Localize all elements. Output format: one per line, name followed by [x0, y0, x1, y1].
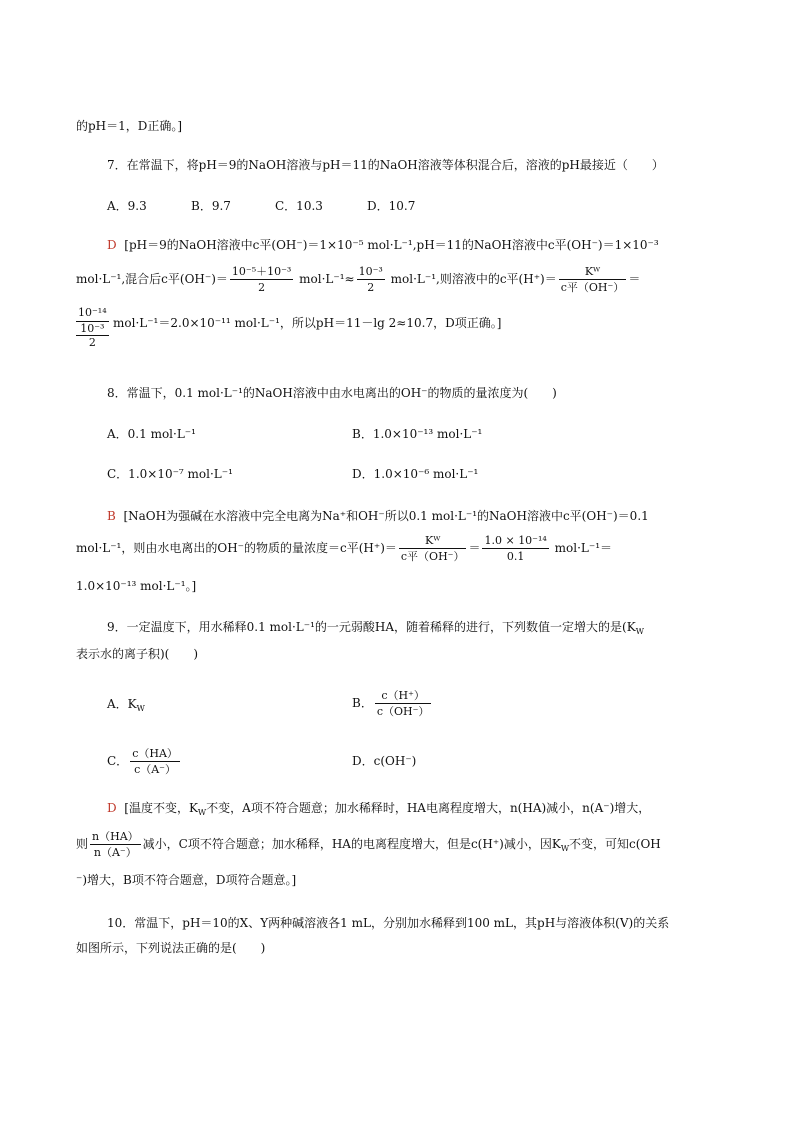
q7-explanation-line1 [107, 237, 659, 253]
q7-frac-approx [357, 265, 385, 294]
q9-stem-text1: 9．一定温度下，用水稀释0.1 mol·L⁻¹的一元弱酸HA，随着稀释的进行，下列数值一定增大的是(K [107, 620, 636, 634]
q7-frac-mix [230, 265, 293, 294]
q9-stem-line1 [107, 619, 644, 635]
q8-explanation-line2 [76, 533, 612, 563]
q9-exp-sub2: W [560, 844, 570, 853]
q7-exp-text2c: mol·L⁻¹,则溶液中的c平(H⁺)＝ [390, 272, 557, 286]
q7-frac-approx-den: 2 [367, 281, 375, 294]
q7-answer: D [107, 238, 117, 252]
q8-option-d: D．1.0×10⁻⁶ mol·L⁻¹ [352, 467, 479, 481]
q9-stem-line2: 表示水的离子积)( ) [76, 647, 199, 661]
q7-frac-kw-num: Kᵂ [559, 265, 627, 280]
q8-stem: 8．常温下，0.1 mol·L⁻¹的NaOH溶液中由水电离出的OH⁻的物质的量浓度为( ) [107, 386, 557, 400]
q8-frac-kw-num: Kᵂ [399, 534, 467, 549]
q8-explanation-line1 [107, 508, 649, 524]
q7-exp-text2d: ＝ [628, 272, 641, 286]
q9-option-b-num: c（H⁺） [375, 689, 432, 704]
q9-option-b-den: c（OH⁻） [376, 705, 430, 718]
q9-exp-text1b: 不变，A项不符合题意；加水稀释时，HA电离程度增大，n(HA)减小，n(A⁻)增大， [206, 801, 651, 815]
q8-exp-text2b: ＝ [468, 541, 481, 555]
q7-option-c: C．10.3 [275, 199, 323, 213]
q7-frac-mix-den: 2 [258, 281, 266, 294]
q7-exp-text2b: mol·L⁻¹≈ [299, 272, 355, 286]
q7-option-d: D．10.7 [367, 199, 416, 213]
q8-frac-kw [399, 534, 467, 563]
q8-answer: B [107, 509, 116, 523]
q8-option-b: B．1.0×10⁻¹³ mol·L⁻¹ [352, 427, 483, 441]
q7-compound-num: 10⁻¹⁴ [76, 306, 109, 322]
q9-option-b-label: B． [352, 696, 373, 710]
q9-exp-frac-num: n（HA） [92, 830, 139, 843]
q9-option-d: D．c(OH⁻) [352, 754, 417, 768]
continued-line: 的pH＝1，D正确。] [76, 119, 183, 133]
q7-frac-mix-num: 10⁻⁵＋10⁻³ [231, 265, 292, 278]
q7-frac-approx-num: 10⁻³ [358, 265, 383, 278]
q9-option-c-frac [130, 747, 180, 776]
q7-compound-den [76, 322, 109, 349]
q7-option-b: B．9.7 [191, 199, 231, 213]
q9-explanation-line2 [76, 827, 661, 861]
q9-exp-text1: [温度不变，K [124, 801, 198, 815]
q7-explanation-line2 [76, 264, 640, 294]
q10-stem-line1: 10．常温下，pH＝10的X、Y两种碱溶液各1 mL，分别加水稀释到100 mL，其pH与溶液体积(V)的关系 [107, 916, 670, 930]
q9-option-c-label: C． [107, 754, 129, 768]
q7-exp-text1: [pH＝9的NaOH溶液中c平(OH⁻)＝1×10⁻⁵ mol·L⁻¹,pH＝11的NaOH溶液中c平(OH⁻)＝1×10⁻³ [124, 238, 659, 252]
q8-exp-text2a: mol·L⁻¹，则由水电离出的OH⁻的物质的量浓度＝c平(H⁺)＝ [76, 541, 397, 555]
q7-explanation-line3: mol·L⁻¹＝2.0×10⁻¹¹ mol·L⁻¹，所以pH＝11－lg 2≈10.7，D项正确。] [113, 316, 502, 330]
q7-compound-den-den: 2 [88, 336, 96, 349]
q8-frac-value-num: 1.0 × 10⁻¹⁴ [484, 534, 547, 547]
q9-exp-frac [90, 830, 141, 859]
q9-option-c [107, 742, 182, 780]
q8-option-a: A．0.1 mol·L⁻¹ [107, 427, 196, 441]
q7-frac-kw-den: c平（OH⁻） [560, 281, 625, 294]
q9-option-c-num: c（HA） [132, 747, 178, 760]
q9-option-c-den: c（A⁻） [134, 763, 176, 776]
q8-frac-value [482, 534, 548, 563]
q8-frac-value-den: 0.1 [506, 550, 525, 563]
q10-stem-line2: 如图所示，下列说法正确的是( ) [76, 941, 266, 955]
q9-option-b-frac [375, 689, 432, 718]
q9-option-b [352, 684, 433, 722]
q8-frac-kw-den: c平（OH⁻） [400, 550, 465, 563]
q9-option-a-text: A．K [107, 697, 137, 711]
q8-option-c: C．1.0×10⁻⁷ mol·L⁻¹ [107, 467, 233, 481]
q7-frac-kw [559, 265, 627, 294]
q7-stem: 7．在常温下，将pH＝9的NaOH溶液与pH＝11的NaOH溶液等体积混合后，溶液的pH最接近（ ） [107, 158, 664, 172]
q9-option-a-sub: W [136, 704, 145, 713]
q9-exp-frac-den: n（A⁻） [93, 846, 137, 859]
q9-exp-sub1: W [197, 808, 207, 817]
q9-option-a [107, 696, 145, 712]
q9-stem-sub: W [635, 627, 644, 636]
q9-exp-text2a: 则 [76, 837, 89, 851]
q9-answer: D [107, 801, 117, 815]
q7-compound-fraction [76, 306, 109, 349]
q8-exp-text2c: mol·L⁻¹＝ [554, 541, 613, 555]
q9-explanation-line3: ⁻)增大，B项不符合题意，D项符合题意。] [76, 873, 297, 887]
q9-explanation-line1 [107, 800, 650, 816]
q8-exp-text1: [NaOH为强碱在水溶液中完全电离为Na⁺和OH⁻所以0.1 mol·L⁻¹的NaOH溶液中c平(OH⁻)＝0.1 [123, 509, 649, 523]
q7-compound-den-num: 10⁻³ [76, 322, 109, 336]
q7-option-a: A．9.3 [107, 199, 147, 213]
q9-exp-text2b: 减小，C项不符合题意；加水稀释，HA的电离程度增大，但是c(H⁺)减小，因K [142, 837, 561, 851]
q8-explanation-line3: 1.0×10⁻¹³ mol·L⁻¹。] [76, 579, 197, 593]
q9-exp-text2c: 不变，可知c(OH [569, 837, 661, 851]
q7-exp-text2a: mol·L⁻¹,混合后c平(OH⁻)＝ [76, 272, 228, 286]
